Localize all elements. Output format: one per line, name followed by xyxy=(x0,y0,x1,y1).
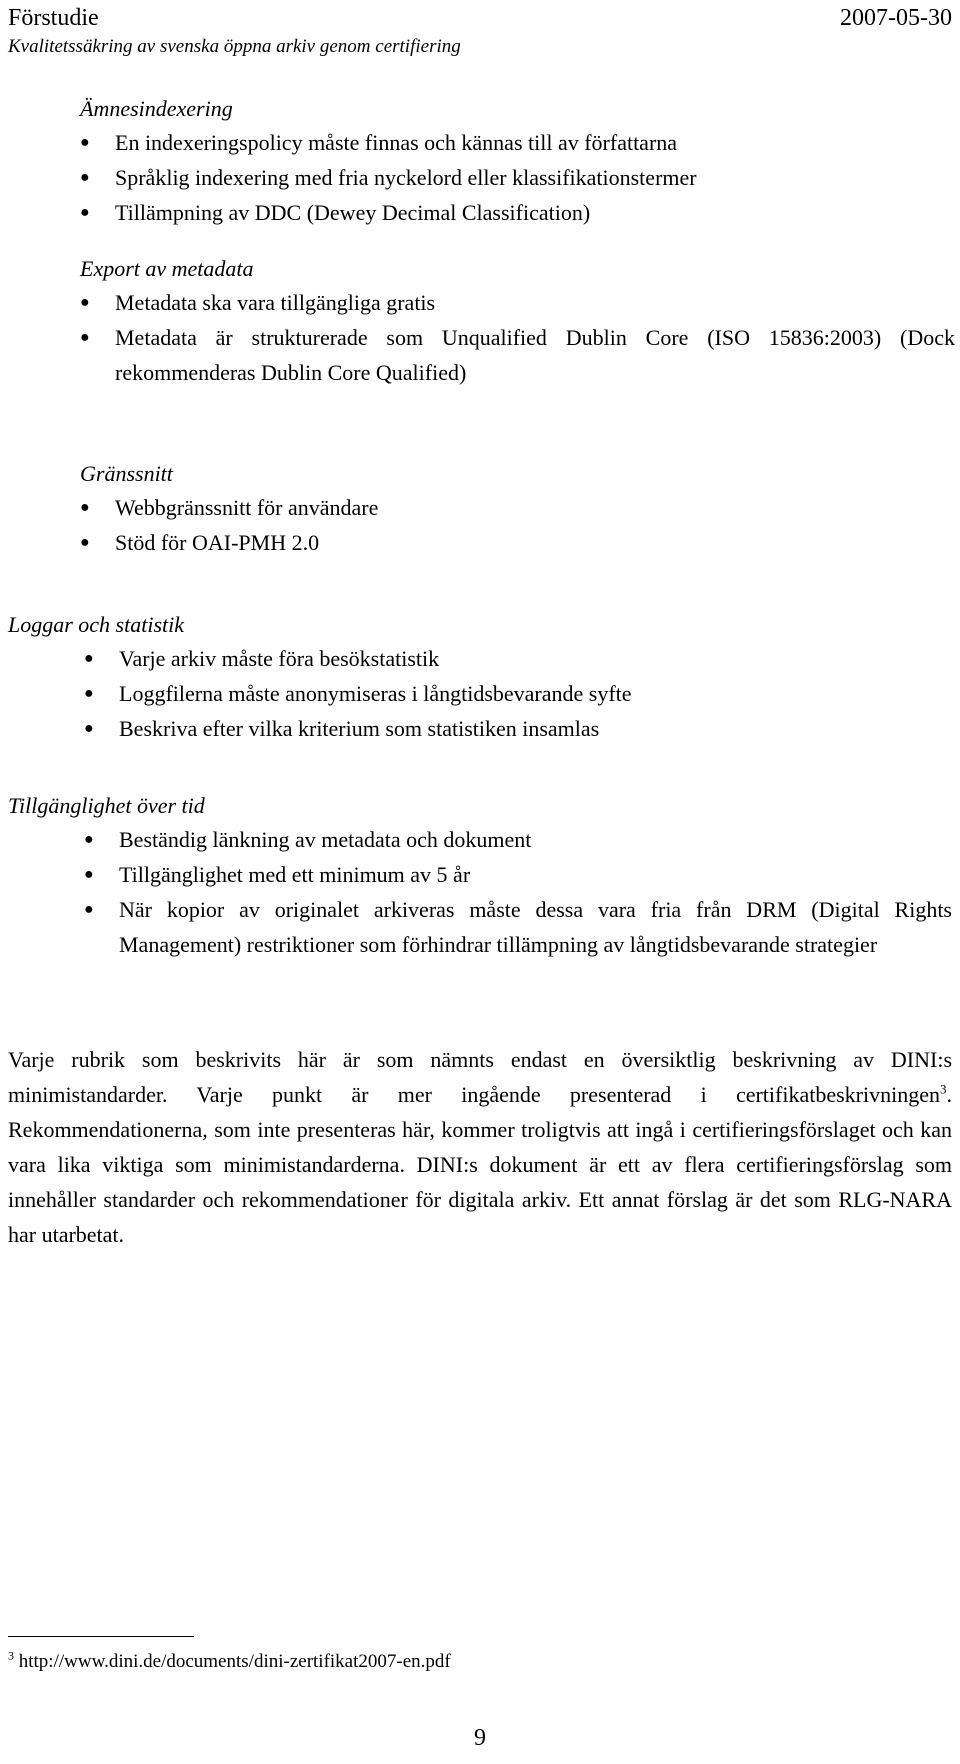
section-heading: Loggar och statistik xyxy=(8,612,185,637)
list-item-text: Tillämpning av DDC (Dewey Decimal Classification) xyxy=(115,200,591,225)
paragraph-text-part1: Varje rubrik som beskrivits här är som nämnts endast en översiktlig beskrivning av DINI:s minimistandarder. Varje punkt är mer ingående presenterad i certifikatbeskrivningen xyxy=(8,1047,952,1107)
list-item xyxy=(84,711,948,746)
list-item xyxy=(80,525,940,560)
bullet-icon: ● xyxy=(84,831,94,848)
list-item xyxy=(80,160,940,195)
footnote-link[interactable]: http://www.dini.de/documents/dini-zertifikat2007-en.pdf xyxy=(18,1651,451,1672)
list-item-text: En indexeringspolicy måste finnas och kännas till av författarna xyxy=(115,130,678,155)
bullet-icon: ● xyxy=(84,650,94,667)
bullet-icon: ● xyxy=(84,866,94,883)
header-date: 2007-05-30 xyxy=(840,5,952,31)
list-item xyxy=(80,125,940,160)
list-item-text: Stöd för OAI-PMH 2.0 xyxy=(115,530,320,555)
bullet-icon: ● xyxy=(84,901,94,918)
list-item-text: Tillgänglighet med ett minimum av 5 år xyxy=(119,862,471,887)
header-subtitle: Kvalitetssäkring av svenska öppna arkiv genom certifiering xyxy=(8,36,461,57)
list-item-text: Språklig indexering med fria nyckelord eller klassifikationstermer xyxy=(115,165,697,190)
list-item xyxy=(84,676,948,711)
list-item-text: Varje arkiv måste föra besökstatistik xyxy=(119,646,440,671)
section-tillganglighet-over-tid xyxy=(8,789,952,962)
section-amnesindexering xyxy=(80,92,940,230)
bullet-icon: ● xyxy=(80,169,90,186)
bullet-list xyxy=(8,641,948,746)
list-item xyxy=(80,195,940,230)
list-item xyxy=(80,285,955,320)
bullet-icon: ● xyxy=(80,329,90,346)
section-heading: Gränssnitt xyxy=(80,461,173,486)
list-item-text: Beskriva efter vilka kriterium som statistiken insamlas xyxy=(119,716,600,741)
list-item-text: Metadata är strukturerade som Unqualified Dublin Core (ISO 15836:2003) (Dock rekommenderas Dublin Core Qualified) xyxy=(115,325,955,385)
footnote-divider xyxy=(8,1636,194,1637)
body-paragraph xyxy=(8,1042,952,1252)
list-item xyxy=(80,320,955,390)
footnote xyxy=(8,1648,451,1673)
bullet-icon: ● xyxy=(80,134,90,151)
list-item xyxy=(84,857,952,892)
bullet-list xyxy=(80,490,940,560)
list-item-text: Loggfilerna måste anonymiseras i långtidsbevarande syfte xyxy=(119,681,632,706)
list-item xyxy=(84,892,952,962)
list-item-text: Webbgränssnitt för användare xyxy=(115,495,379,520)
bullet-icon: ● xyxy=(80,499,90,516)
bullet-icon: ● xyxy=(84,720,94,737)
list-item-text: När kopior av originalet arkiveras måste dessa vara fria från DRM (Digital Rights Management) restriktioner som förhindrar tillämpning av långtidsbevarande strategier xyxy=(119,897,952,957)
paragraph-text-part2: . Rekommendationerna, som inte presenteras här, kommer troligtvis att ingå i certifieringsförslaget och kan vara lika viktiga som minimistandarderna. DINI:s dokument är ett av flera certifieringsförslag som innehåller standarder och rekommendationer för digitala arkiv. Ett annat förslag är det som RLG-NARA har utarbetat. xyxy=(8,1082,952,1247)
list-item xyxy=(84,641,948,676)
bullet-icon: ● xyxy=(84,685,94,702)
bullet-list xyxy=(80,285,955,390)
list-item-text: Beständig länkning av metadata och dokument xyxy=(119,827,532,852)
list-item-text: Metadata ska vara tillgängliga gratis xyxy=(115,290,436,315)
bullet-icon: ● xyxy=(80,204,90,221)
bullet-list xyxy=(80,125,940,230)
list-item xyxy=(84,822,952,857)
bullet-icon: ● xyxy=(80,294,90,311)
bullet-list xyxy=(8,822,952,962)
section-loggar-och-statistik xyxy=(8,608,948,746)
bullet-icon: ● xyxy=(80,534,90,551)
section-granssnitt xyxy=(80,457,940,560)
header-title: Förstudie xyxy=(8,5,99,31)
section-heading: Export av metadata xyxy=(80,256,254,281)
list-item xyxy=(80,490,940,525)
section-heading: Ämnesindexering xyxy=(80,96,233,121)
page-number: 9 xyxy=(474,1725,486,1751)
footnote-reference[interactable]: 3 xyxy=(940,1081,947,1097)
section-heading: Tillgänglighet över tid xyxy=(8,793,205,818)
section-export-av-metadata xyxy=(80,252,955,390)
footnote-number: 3 xyxy=(8,1648,14,1663)
